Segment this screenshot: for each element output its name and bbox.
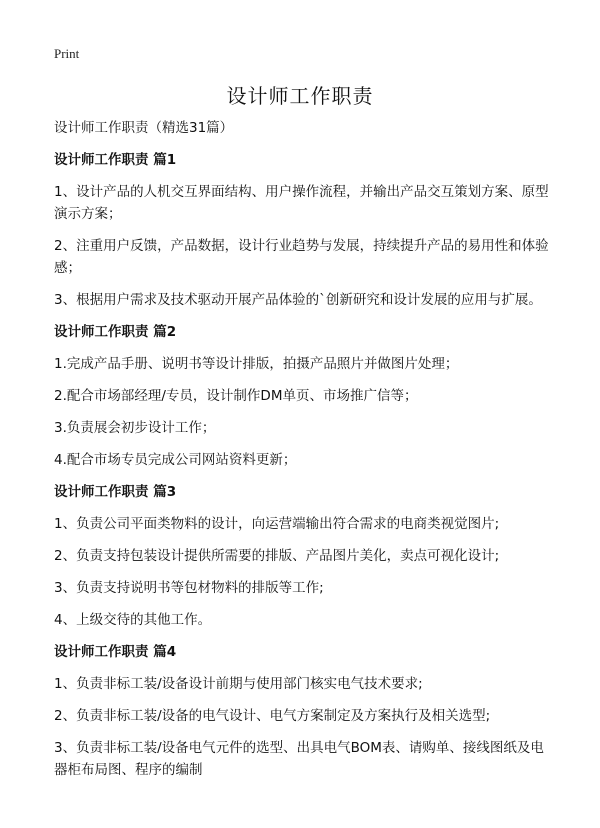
list-item: 1、设计产品的人机交互界面结构、用户操作流程，并输出产品交互策划方案、原型演示方案； — [54, 184, 549, 222]
section-2 — [54, 321, 554, 471]
list-item: 1.完成产品手册、说明书等设计排版，拍摄产品照片并做图片处理； — [54, 356, 459, 372]
page-title: 设计师工作职责 — [226, 84, 374, 108]
document-body — [54, 118, 554, 791]
document-subtitle: 设计师工作职责（精选31篇） — [54, 120, 234, 136]
list-item: 2、负责支持包装设计提供所需要的排版、产品图片美化，卖点可视化设计; — [54, 548, 500, 564]
section-heading: 设计师工作职责 篇4 — [54, 644, 177, 660]
print-label: Print — [54, 46, 80, 61]
section-heading: 设计师工作职责 篇3 — [54, 484, 177, 500]
list-item: 2、注重用户反馈，产品数据，设计行业趋势与发展，持续提升产品的易用性和体验感； — [54, 238, 549, 276]
list-item: 4.配合市场专员完成公司网站资料更新； — [54, 452, 297, 468]
list-item: 1、负责非标工装/设备设计前期与使用部门核实电气技术要求; — [54, 676, 423, 692]
list-item: 4、上级交待的其他工作。 — [54, 612, 212, 628]
section-heading: 设计师工作职责 篇1 — [54, 152, 177, 168]
list-item: 3.负责展会初步设计工作； — [54, 420, 216, 436]
section-3 — [54, 481, 554, 631]
section-heading: 设计师工作职责 篇2 — [54, 324, 177, 340]
list-item: 3、根据用户需求及技术驱动开展产品体验的`创新研究和设计发展的应用与扩展。 — [54, 292, 542, 308]
list-item: 1、负责公司平面类物料的设计，向运营端输出符合需求的电商类视觉图片; — [54, 516, 500, 532]
section-1 — [54, 149, 554, 311]
list-item: 2.配合市场部经理/专员，设计制作DM单页、市场推广信等； — [54, 388, 418, 404]
section-4 — [54, 641, 554, 781]
list-item: 3、负责支持说明书等包材物料的排版等工作; — [54, 580, 324, 596]
list-item: 2、负责非标工装/设备的电气设计、电气方案制定及方案执行及相关选型; — [54, 708, 491, 724]
list-item: 3、负责非标工装/设备电气元件的选型、出具电气BOM表、请购单、接线图纸及电器柜布局图、程序的编制 — [54, 740, 544, 778]
